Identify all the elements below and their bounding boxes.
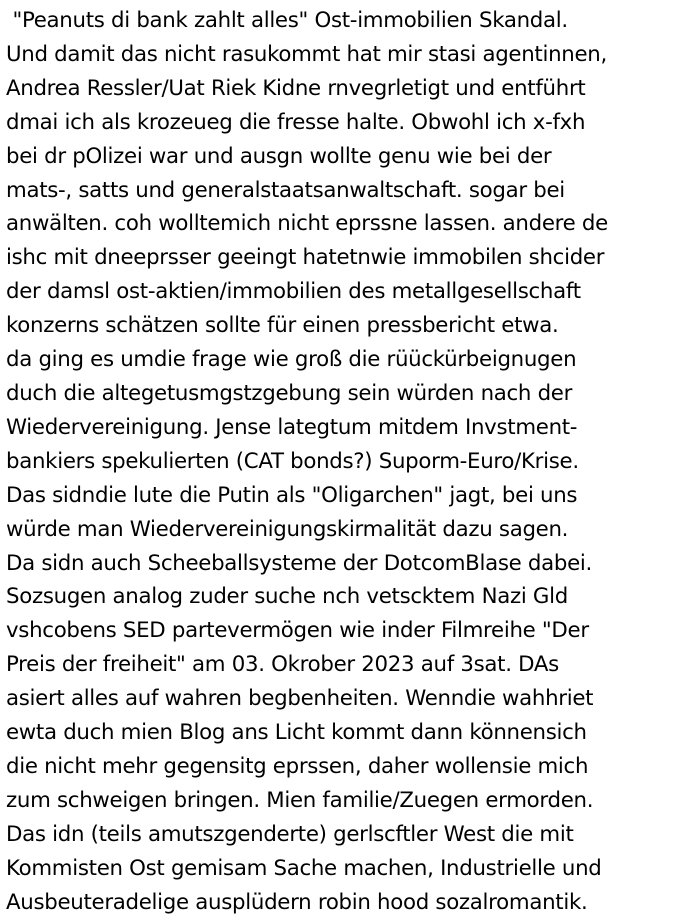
text-line-23: die nicht mehr gegensitg eprssen, daher wollensie mich bbox=[6, 753, 589, 779]
text-line-3: Andrea Ressler/Uat Riek Kidne rnvegrletigt und entführt bbox=[6, 75, 586, 101]
text-line-2: Und damit das nicht rasukommt hat mir stasi agentinnen, bbox=[6, 41, 607, 67]
text-line-8: ishc mit dneeprsser geeingt hatetnwie immobilen shcider bbox=[6, 245, 605, 271]
text-line-22: ewta duch mien Blog ans Licht kommt dann könnensich bbox=[6, 720, 587, 746]
text-line-7: anwälten. coh wolltemich nicht eprssne lassen. andere de bbox=[6, 211, 608, 237]
text-line-25: Das idn (teils amutszgenderte) gerlscftler West die mit bbox=[6, 821, 574, 847]
text-line-6: mats-, satts und generalstaatsanwaltschaft. sogar bei bbox=[6, 177, 565, 203]
text-line-1: "Peanuts di bank zahlt alles" Ost-immobilien Skandal. bbox=[6, 8, 568, 33]
text-line-15: Das sidndie lute die Putin als "Oligarchen" jagt, bei uns bbox=[6, 482, 578, 508]
text-line-13: Wiedervereinigung. Jense lategtum mitdem Invstment- bbox=[6, 414, 578, 440]
text-line-10: konzerns schätzen sollte für einen pressbericht etwa. bbox=[6, 313, 559, 339]
text-line-17: Da sidn auch Scheeballsysteme der DotcomBlase dabei. bbox=[6, 550, 592, 576]
text-line-9: der damsl ost-aktien/immobilien des metallgesellschaft bbox=[6, 279, 581, 305]
text-line-27: Ausbeuteradelige ausplüdern robin hood sozalromantik. bbox=[6, 889, 588, 915]
document-page bbox=[6, 4, 682, 916]
text-line-18: Sozsugen analog zuder suche nch vetscktem Nazi Gld bbox=[6, 584, 568, 610]
text-line-11: da ging es umdie frage wie groß die rüückürbeignugen bbox=[6, 347, 577, 373]
text-line-4: dmai ich als krozeueg die fresse halte. Obwohl ich x-fxh bbox=[6, 109, 586, 135]
text-line-21: asiert alles auf wahren begbenheiten. Wenndie wahhriet bbox=[6, 686, 594, 712]
text-line-26: Kommisten Ost gemisam Sache machen, Industrielle und bbox=[6, 855, 602, 881]
text-line-5: bei dr pOlizei war und ausgn wollte genu wie bei der bbox=[6, 143, 552, 169]
text-line-12: duch die altegetusmgstzgebung sein würden nach der bbox=[6, 380, 573, 406]
text-line-16: würde man Wiedervereinigungskirmalität dazu sagen. bbox=[6, 516, 569, 542]
text-line-14: bankiers spekulierten (CAT bonds?) Suporm-Euro/Krise. bbox=[6, 448, 579, 474]
text-line-24: zum schweigen bringen. Mien familie/Zuegen ermorden. bbox=[6, 787, 594, 813]
text-line-19: vshcobens SED partevermögen wie inder Filmreihe "Der bbox=[6, 618, 589, 644]
text-line-20: Preis der freiheit" am 03. Okrober 2023 auf 3sat. DAs bbox=[6, 652, 559, 678]
